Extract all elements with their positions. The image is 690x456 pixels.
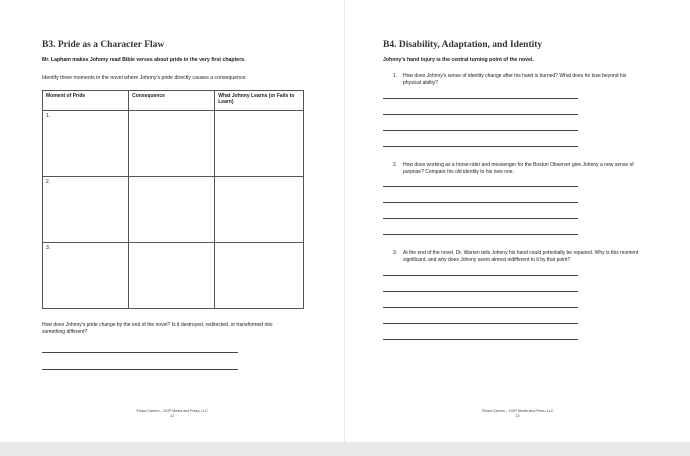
page-number: 13 [515,414,520,419]
answer-line[interactable] [383,130,578,131]
question-number: 3. [393,250,398,256]
footer-copyright: ©Kara Carrero – DGP Media and Press, LLC [481,409,554,413]
row-1-learns-cell[interactable] [215,111,304,177]
row-1-moment-cell[interactable] [43,111,129,177]
row-2-learns-cell[interactable] [215,177,304,243]
col-header-consequence: Consequence [129,91,215,111]
section-heading-b3: B3. Pride as a Character Flaw [42,40,165,50]
row-3-moment-cell[interactable] [43,243,129,309]
answer-line[interactable] [383,114,578,115]
answer-line[interactable] [42,352,238,353]
answer-line[interactable] [383,234,578,235]
section-intro-b3: Mr. Lapham makes Johnny read Bible verses about pride in the very first chapters. [42,57,246,63]
question-text: How does Johnny's sense of identity change after his hand is burned? What does he lose beyond his physical ability? [403,73,627,87]
answer-line[interactable] [383,307,578,308]
answer-line[interactable] [383,323,578,324]
row-2-moment-cell[interactable] [43,177,129,243]
page-footer [0,409,344,420]
row-number: 2. [46,179,51,185]
row-3-learns-cell[interactable] [215,243,304,309]
page-footer [345,409,690,420]
question-text: How does working as a horse-rider and messenger for the Boston Observer give Johnny a new sense of purpose? Compare his old identity to his new one. [403,161,634,175]
section-intro-b4: Johnny's hand injury is the central turning point of the novel. [383,57,534,63]
table-row [43,177,304,243]
answer-line[interactable] [383,291,578,292]
footer-copyright: ©Kara Carrero – DGP Media and Press, LLC [136,409,208,413]
row-number: 1. [46,113,51,119]
section-heading-b4: B4. Disability, Adaptation, and Identity [383,40,543,50]
table-instruction: Identify three moments in the novel where Johnny's pride directly causes a consequence: [42,75,247,81]
answer-line[interactable] [383,339,578,340]
row-number: 3. [46,245,51,251]
page-number: 12 [170,414,174,419]
answer-line[interactable] [383,98,578,99]
table-row [43,111,304,177]
table-row [43,243,304,309]
row-1-consequence-cell[interactable] [129,111,215,177]
answer-line[interactable] [42,369,238,370]
pride-table [42,90,304,309]
row-2-consequence-cell[interactable] [129,177,215,243]
question-item-1 [383,73,650,147]
answer-line[interactable] [383,202,578,203]
answer-line[interactable] [383,218,578,219]
table-header-row [43,91,304,111]
left-page [0,0,344,442]
reflection-question: How does Johnny's pride change by the end of the novel? Is it destroyed, redirected, or transformed into something different? [42,322,273,335]
question-item-3 [383,250,650,340]
row-3-consequence-cell[interactable] [129,243,215,309]
col-header-moment: Moment of Pride [43,91,129,111]
answer-line[interactable] [383,146,578,147]
answer-line[interactable] [383,186,578,187]
question-number: 2. [393,161,398,168]
question-list [383,73,650,340]
right-page [345,0,690,442]
question-text: At the end of the novel, Dr. Warren tells Johnny his hand could potentially be repaired. Why is this moment significant, and why does Johnny seem almost indifferent to it by that point? [403,250,639,264]
question-item-2 [383,162,650,236]
question-number: 1. [393,73,398,79]
col-header-learns: What Johnny Learns (or Fails to Learn) [215,91,304,111]
answer-line[interactable] [383,275,578,276]
